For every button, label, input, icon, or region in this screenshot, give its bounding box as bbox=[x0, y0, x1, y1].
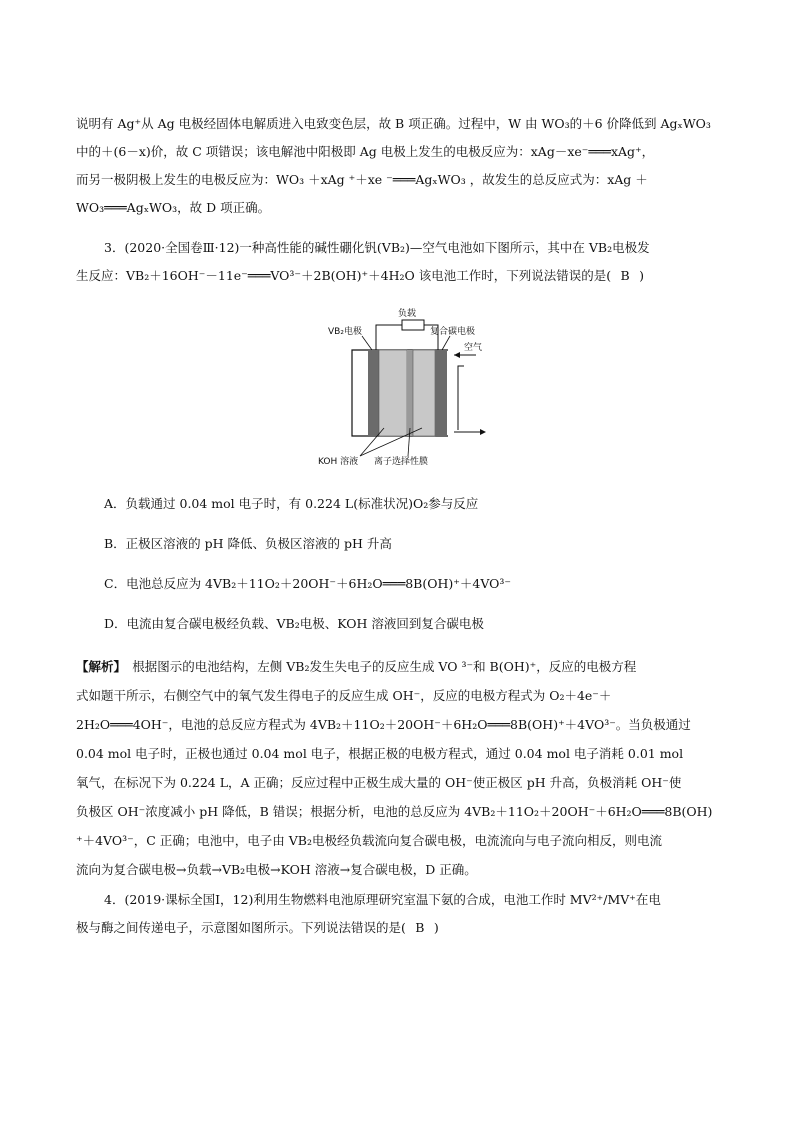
koh-solution-right bbox=[413, 350, 435, 436]
analysis-text: 根据图示的电池结构，左侧 VB₂发生失电子的反应生成 VO ³⁻和 B(OH)⁺，反应的电极方程 bbox=[119, 659, 637, 674]
answer-choice: B bbox=[415, 920, 425, 935]
analysis-line: 流向为复合碳电极→负载→VB₂电极→KOH 溶液→复合碳电极，D 正确。 bbox=[76, 862, 477, 877]
koh-solution-left bbox=[379, 350, 407, 436]
question-4-line: 4．(2019·课标全国Ⅰ，12)利用生物燃料电池原理研究室温下氨的合成，电池工作时 MV²⁺/MV⁺在电 bbox=[104, 892, 661, 907]
analysis-line-first bbox=[76, 652, 726, 681]
right-electrode-label: 复合碳电极 bbox=[430, 327, 476, 337]
left-electrode-label: VB₂电极 bbox=[328, 327, 362, 337]
answer-choice: B bbox=[620, 268, 630, 283]
text-line: 而另一极阴极上发生的电极反应为：WO₃ ＋xAg ⁺＋xe ⁻═══AgₓWO₃ ，故发生的总反应式为：xAg ＋ bbox=[76, 172, 648, 187]
battery-diagram bbox=[314, 306, 504, 466]
analysis-block bbox=[76, 652, 726, 884]
text-line: 中的＋(6－x)价，故 C 项错误；该电解池中阳极即 Ag 电极上发生的电极反应为：xAg－xe⁻═══xAg⁺， bbox=[76, 144, 655, 159]
left-electrode-pointer bbox=[362, 336, 372, 350]
analysis-line: 负极区 OH⁻浓度减小 pH 降低，B 错误；根据分析，电池的总反应为 4VB₂＋11O₂＋20OH⁻＋6H₂O═══8B(OH) bbox=[76, 804, 713, 819]
membrane-label: 离子选择性膜 bbox=[374, 457, 429, 466]
option-a: A．负载通过 0.04 mol 电子时，有 0.224 L(标准状况)O₂参与反应 bbox=[104, 496, 479, 511]
option-b: B．正极区溶液的 pH 降低、负极区溶液的 pH 升高 bbox=[104, 536, 392, 551]
composite-carbon-electrode bbox=[435, 350, 447, 436]
question-3-line: 3．(2020·全国卷Ⅲ·12)一种高性能的碱性硼化钒(VB₂)—空气电池如下图所示，其中在 VB₂电极发 bbox=[104, 240, 650, 255]
koh-label: KOH 溶液 bbox=[318, 457, 359, 466]
air-channel bbox=[458, 366, 464, 430]
analysis-line: 2H₂O═══4OH⁻，电池的总反应方程式为 4VB₂＋11O₂＋20OH⁻＋6H₂O═══8B(OH)⁺＋4VO³⁻。当负极通过 bbox=[76, 717, 691, 732]
air-outlet-arrow-icon bbox=[480, 429, 486, 435]
prev-solution-paragraph bbox=[76, 110, 726, 222]
closing-paren: ) bbox=[639, 268, 645, 283]
ion-selective-membrane bbox=[407, 350, 413, 436]
option-c: C．电池总反应为 4VB₂＋11O₂＋20OH⁻＋6H₂O═══8B(OH)⁺＋4VO³⁻ bbox=[104, 576, 511, 591]
question-3-line-2 bbox=[76, 262, 726, 290]
load-box bbox=[402, 320, 424, 330]
air-label: 空气 bbox=[464, 343, 483, 353]
vb2-electrode bbox=[368, 350, 379, 436]
air-inlet-arrow-icon bbox=[454, 352, 460, 358]
question-3 bbox=[76, 234, 726, 290]
analysis-line: ⁺＋4VO³⁻，C 正确；电池中，电子由 VB₂电极经负载流向复合碳电极，电流流向与电子流向相反，则电流 bbox=[76, 833, 662, 848]
battery-diagram-svg bbox=[314, 306, 504, 466]
closing-paren: ) bbox=[433, 920, 439, 935]
analysis-line: 0.04 mol 电子时，正极也通过 0.04 mol 电子，根据正极的电极方程式，通过 0.04 mol 电子消耗 0.01 mol bbox=[76, 746, 684, 761]
load-wire-left bbox=[376, 325, 402, 350]
load-label: 负载 bbox=[398, 309, 417, 319]
analysis-tag: 【解析】 bbox=[76, 659, 120, 674]
option-d: D．电流由复合碳电极经负载、VB₂电极、KOH 溶液回到复合碳电极 bbox=[104, 616, 484, 631]
analysis-line: 氧气，在标况下为 0.224 L，A 正确；反应过程中正极生成大量的 OH⁻使正极区 pH 升高，负极消耗 OH⁻使 bbox=[76, 775, 682, 790]
question-4 bbox=[76, 886, 726, 942]
question-4-line-2 bbox=[76, 914, 726, 942]
text-line: WO₃═══AgₓWO₃，故 D 项正确。 bbox=[76, 200, 271, 215]
question-4-stem-end: 极与酶之间传递电子，示意图如图所示。下列说法错误的是( bbox=[76, 920, 406, 935]
right-electrode-pointer bbox=[442, 336, 450, 350]
analysis-line: 式如题干所示，右侧空气中的氧气发生得电子的反应生成 OH⁻，反应的电极方程式为 O₂＋4e⁻＋ bbox=[76, 688, 612, 703]
text-line: 说明有 Ag⁺从 Ag 电极经固体电解质进入电致变色层，故 B 项正确。过程中，W 由 WO₃的＋6 价降低到 AgₓWO₃ bbox=[76, 116, 711, 131]
question-3-stem-end: 生反应：VB₂＋16OH⁻－11e⁻═══VO³⁻＋2B(OH)⁺＋4H₂O 该电池工作时，下列说法错误的是( bbox=[76, 268, 612, 283]
